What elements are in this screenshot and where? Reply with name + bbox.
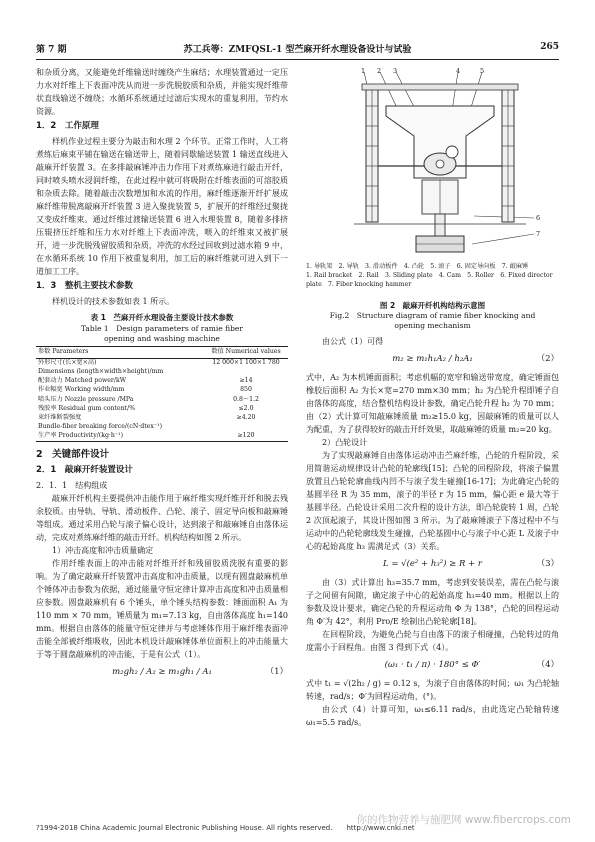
- equation-2: [306, 353, 559, 366]
- parameter-value: ≥14: [239, 376, 253, 384]
- copyright-footer: ?1994-2018 China Academic Journal Electronic Publishing House. All rights reserved. http://www.cnki.net: [36, 824, 415, 832]
- callout-label: 6: [536, 214, 541, 222]
- parameter-name-zh: 残胶率 Residual gum content/%: [38, 405, 136, 413]
- paragraph: 由公式（4）计算可知，ω₁≤6.11 rad/s，由此选定凸轮轴转速 ω₁=5.5 rad/s。: [306, 705, 559, 727]
- table-header-cell: 数值 Numerical values: [204, 347, 288, 359]
- subheading-paragraph: 2）凸轮设计: [322, 438, 368, 447]
- paragraph: 式中，A₂ 为本机锤面面积；考虑机幅的宽窄和输送带宽度，确定锤面包橡胶后面积 A₂ 为长×宽=270 mm×30 mm；h₂ 为凸轮升程即锤子自由落体的高度，结合整机结构设计参数，确定凸轮升程 h₂ 为 70 mm；由（2）式计算可知敲麻锤质量 m₂≥15.0 kg，因敲麻锤的质量可以人为配重，为了获得较好的敲击开纤效果，取敲麻锤的质量 m₂=20 kg。: [306, 373, 559, 434]
- parameter-name: [36, 377, 204, 386]
- parameter-name-zh: 配套动力 Matched power/kW: [38, 376, 127, 384]
- equation-body: (ω₁ · t₁ / π) · 180° ≤ Φ′: [384, 660, 481, 670]
- callout-label: 3: [393, 67, 398, 75]
- parameter-value: 0.8～1.2: [233, 395, 259, 403]
- legend-zh: 1. 导轨架 2. 导轨 3. 滑动板件 4. 凸轮 5. 滚子 6. 固定导向板 7. 敲麻锤: [306, 263, 529, 270]
- callout-label: 1: [361, 67, 366, 75]
- paragraph: 样机设计的技术参数如表 1 所示。: [52, 297, 175, 306]
- callout-label: 4: [456, 67, 461, 75]
- figure-2: [306, 66, 559, 298]
- paragraph: 敲麻开纤机构主要提供冲击能作用于麻纤维实现纤维开纤和脱去残余胶质。由导轨、导轨、滑动板件、凸轮、滚子、固定导向板和敲麻锤等组成。通过采用凸轮与滚子偏心设计，达到滚子和敲麻锤自由落体运动，完成对煮练麻纤维的敲击开纤。机构结构如图 2 所示。: [36, 494, 288, 543]
- equation-body: m₂ ≥ m₁h₁A₂ / h₂A₁: [392, 354, 473, 364]
- paragraph: 为了实现敲麻锤自由落体运动冲击苎麻纤维，凸轮的升程阶段，采用简谐运动规律设计凸轮的轮廓线[15]；凸轮的回程阶段，将滚子偏置放置且凸轮轮廓曲线内凹不与滚子发生碰撞[16-17]；为此确定凸轮的基圆半径 R 为 35 mm，滚子的半径 r 为 15 mm，偏心距 e 最大等于基圆半径。凸轮设计采用二次升程的设计方法，即凸轮旋转 1 周，凸轮 2 次顶起滚子，其设计图如图 3 所示。为了敲麻锤滚子下落过程中不与运动中的凸轮轮廓线发生碰撞，凸轮基圆中心与滚子中心距 L 及滚子中心的起始高度 h₃ 需满足式（3）关系。: [306, 451, 559, 551]
- parameter-value: ≥120: [204, 432, 288, 442]
- parameter-value: ≥4.20: [236, 414, 256, 422]
- paragraph: 由公式（1）可得: [322, 337, 384, 346]
- issue-number: 第 7 期: [36, 45, 67, 55]
- table-row: [36, 395, 288, 404]
- left-column: [36, 66, 288, 684]
- figure-legend: [306, 262, 559, 289]
- subheading-paragraph: 1）冲击高度和冲击质量确定: [52, 546, 154, 556]
- parameter-name: [36, 432, 204, 442]
- parameters-table: [36, 346, 288, 442]
- table-row: [36, 377, 288, 386]
- callout-label: 7: [536, 230, 541, 238]
- paragraph: 式中 t₁ = √(2h₂ / g) = 0.12 s，为滚子自由落体的时间；ω₁ 为凸轮轴转速，rad/s；Φ′为回程运动角，(°)。: [306, 679, 559, 701]
- table-row: [36, 405, 288, 414]
- paragraph: 由（3）式计算出 h₃=35.7 mm，考虑到安装误差，需在凸轮与滚子之间留有间隙，确定滚子中心的起始高度 h₃=40 mm。根据以上的参数及设计要求，确定凸轮的升程运动角 Φ 为 138°，凸轮的回程运动角 Φ′为 42°，利用 Pro/E 绘制出凸轮轮廓[18]。: [306, 578, 559, 626]
- table-header-cell: 参数 Parameters: [36, 347, 204, 359]
- table-row: [36, 386, 288, 395]
- running-header: [36, 40, 559, 56]
- parameter-name-zh: 束纤维断裂强度: [38, 414, 82, 422]
- parameter-value: 12 000×1 100×1 780: [212, 358, 280, 366]
- figure-caption-en: opening mechanism: [394, 321, 471, 330]
- equation-number: （1）: [265, 667, 288, 678]
- watermark: 你的作物营养与施肥网 www.fibercrops.com: [356, 814, 571, 826]
- table-caption: [36, 311, 288, 344]
- equation-1: [36, 666, 288, 679]
- equation-number: （4）: [536, 660, 559, 670]
- legend-en: 1. Rail bracket 2. Rail 3. Sliding plate 4. Cam 5. Roller 6. Fixed director plate 7. Fiber knocking hammer: [306, 272, 553, 288]
- equation-number: （3）: [536, 559, 559, 569]
- callout-label: 5: [480, 67, 485, 75]
- paragraph: 作用纤维表面上的冲击能对纤维开纤和残留胶质洗脱有重要的影响。为了确定敲麻开纤装置冲击高度和冲击质量，以现有圆盘敲麻机单个锤体冲击参数为依据，通过能量守恒定律计算冲击高度和冲击质量相应参数。圆盘敲麻机有 6 个锤头，单个锤头结构参数：锤面面积 A₁ 为 110 mm × 70 mm，锤质量为 m₁=7.13 kg，自由落体高度 h₁=140 mm。根据自由落体的能量守恒定律并与考虑锤体作用于麻纤维表面冲击能全部被纤维吸收，因此本机设计敲麻锤体单位面积上的冲击能量大于等于圆盘敲麻机的冲击能，于是有公式（1）。: [36, 559, 288, 660]
- callout-label: 2: [377, 67, 382, 75]
- parameter-name-zh: 作业幅宽 Working width/mm: [38, 386, 125, 394]
- section-heading: 1．3 整机主要技术参数: [36, 281, 133, 291]
- parameter-name-en: Dimensions (length×width×height)/mm: [38, 367, 164, 375]
- running-title: 苏工兵等：ZMFQSL-1 型苎麻开纤水理设备设计与试验: [183, 45, 412, 55]
- section-heading: 1．2 工作原理: [36, 121, 99, 131]
- parameter-name-zh: 喷头压力 Nozzle pressure /MPa: [38, 395, 134, 403]
- equation-body: L = √(e² + h₃²) ≥ R + r: [383, 559, 482, 569]
- table-caption-en: Table 1 Design parameters of ramie fiber: [81, 324, 243, 333]
- table-caption-zh: 表 1 苎麻开纤水理设备主要设计技术参数: [90, 313, 234, 322]
- parameter-name: [36, 405, 204, 414]
- section-heading: 2．1 敲麻开纤装置设计: [36, 465, 133, 476]
- table-caption-en: opening and washing machine: [104, 334, 220, 343]
- equation-body: m₂gh₂ / A₂ ≥ m₁gh₁ / A₁: [112, 667, 212, 678]
- section-heading: 2 关键部件设计: [36, 449, 110, 461]
- parameter-name-en: Bundle-fiber breaking force/(cN·dtex⁻¹): [38, 423, 162, 431]
- right-column: [306, 66, 559, 729]
- subsection-heading: 2．1．1 结构组成: [36, 481, 108, 491]
- parameter-name: [36, 358, 204, 376]
- equation-4: [306, 659, 559, 672]
- parameter-value: ≤2.0: [238, 405, 254, 413]
- parameter-value: 850: [240, 386, 252, 394]
- paragraph: 和杂质分离，又能避免纤维输送时缠绕产生麻结；水理装置通过一定压力水对纤维上下表面冲洗从而进一步洗脱胶质和杂质，并能实现纤维带状直线输送不缠绕；水循环系统通过过滤后实现水的重复利用，节约水资源。: [36, 68, 288, 116]
- parameter-name: [36, 395, 204, 404]
- table-header-row: [36, 347, 288, 359]
- paragraph: 样机作业过程主要分为敲击和水理 2 个环节。正常工作时，人工将煮练后麻束平铺在输送在输送带上，随着同歇输送装置 1 输送直线进入敲麻开纤装置 3。在多排敲麻锤冲击力作用下对煮练麻进行敲击开纤，同时喷头喷水浸润纤维，在此过程中就可将吸附在纤维表面的可溶胶质和杂质去除。随着敲击次数增加和水流的作用，麻纤维逐渐开纤扩展成麻纤维带脱离敲麻开纤装置 3 进入聚拢装置 5，扩展开的纤维经过聚拢又变成纤维束。通过纤维过渡输送装置 6 进入水理装置 8，随着多排挤压辊挤压纤维和压力水对纤维上下表面冲洗，喂入的纤维束又被扩展开，进一步洗脱残留胶质和杂质，冲洗的水经过回收到过滤水箱 9 中，在水循环系统 10 作用下被重复利用，加工后的麻纤维就可进入到下一道加工工序。: [36, 137, 288, 276]
- equation-number: （2）: [536, 354, 559, 364]
- table-row: [36, 358, 288, 376]
- paragraph: 在回程阶段，为避免凸轮与自由落下的滚子相碰撞，凸轮转过的角度需小于回程角。由图 3 得到下式（4）。: [306, 630, 559, 652]
- table-row: [36, 432, 288, 442]
- figure-caption-zh: 图 2 敲麻开纤机构结构示意图: [379, 301, 486, 310]
- equation-3: [306, 558, 559, 571]
- figure-caption-en: Fig.2 Structure diagram of ramie fiber knocking and: [329, 311, 536, 320]
- table-row: [36, 414, 288, 432]
- header-rule: [36, 59, 559, 60]
- parameter-name: [36, 414, 204, 432]
- parameter-name-zh: 生产率 Productivity/(kg·h⁻¹): [38, 432, 124, 440]
- parameter-name: [36, 386, 204, 395]
- page-number: 265: [540, 42, 559, 52]
- figure-caption: [306, 301, 559, 331]
- parameter-name-zh: 外形尺寸(长×宽×高): [38, 358, 97, 366]
